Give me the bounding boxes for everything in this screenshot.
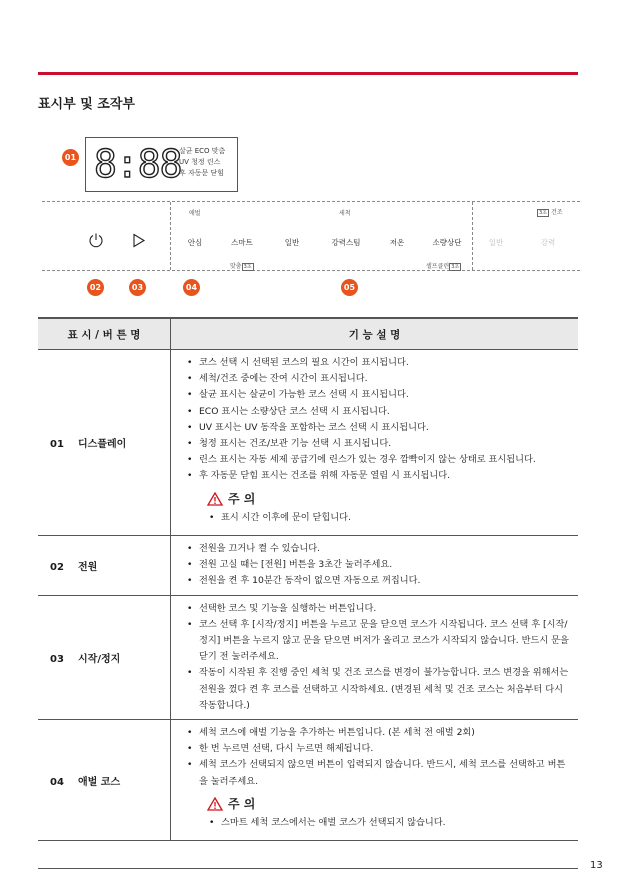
desc-line: • 코스 선택 후 [시작/정지] 버튼을 누르고 문을 닫으면 코스가 시작됩니다. 코스 선택 후 [시작/정지] 버튼을 누르지 않고 문을 닫으면 버저가 올리고 코스가 시작되지 않습니다. 반드시 문을 닫기 전 눌러주세요. (187, 617, 572, 666)
group-label-wash: 세척 (339, 210, 351, 217)
desc-line: • 세척/건조 중에는 잔여 시간이 표시됩니다. (187, 371, 572, 387)
callout-03: 03 (129, 279, 146, 296)
table-row (38, 720, 578, 841)
row-desc (171, 536, 579, 596)
panel-divider (170, 202, 171, 270)
ansim-button[interactable]: 안심 (187, 238, 203, 247)
dry-hold-tag: 3초 (539, 210, 548, 216)
desc-line: • 코스 선택 시 선택된 코스의 필요 시간이 표시됩니다. (187, 355, 572, 371)
smart-button[interactable]: 스마트 (231, 238, 253, 247)
desc-line: • 한 번 누르면 선택, 다시 누르면 해제됩니다. (187, 741, 572, 757)
callout-01: 01 (62, 149, 79, 166)
dry-normal-button[interactable]: 일반 (488, 238, 504, 247)
play-icon (132, 233, 146, 248)
desc-line: • 살균 표시는 살균이 가능한 코스 선택 시 표시됩니다. (187, 387, 572, 403)
display-panel (85, 137, 238, 192)
section-title: 표시부 및 조작부 (38, 97, 135, 112)
desc-line: • 전원을 켠 후 10분간 동작이 없으면 자동으로 꺼집니다. (187, 573, 572, 589)
table-header (38, 318, 578, 350)
power-steam-button[interactable]: 강력스팀 (331, 238, 361, 247)
caution-heading: 주 의 (207, 491, 572, 507)
table-row (38, 536, 578, 596)
header-accent-bar (38, 72, 578, 75)
row-label: 04 애벌 코스 (38, 720, 171, 841)
caution-heading: 주 의 (207, 796, 572, 812)
table-row (38, 350, 578, 536)
power-icon (88, 232, 104, 248)
header-desc: 기 능 설 명 (171, 318, 579, 350)
header-name: 표 시 / 버 튼 명 (38, 318, 171, 350)
control-panel (42, 201, 580, 271)
warning-icon (207, 492, 223, 506)
desc-line: • 후 자동문 닫힘 표시는 건조를 위해 자동문 열림 시 표시됩니다. (187, 468, 572, 484)
row-desc (171, 720, 579, 841)
desc-line: • ECO 표시는 소량상단 코스 선택 시 표시됩니다. (187, 404, 572, 420)
display-digits: 8:88 (94, 142, 182, 186)
desc-line: • UV 표시는 UV 동작을 포함하는 코스 선택 시 표시됩니다. (187, 420, 572, 436)
desc-line: • 세척 코스에 애벌 기능을 추가하는 버튼입니다. (본 세척 전 애벌 2회) (187, 725, 572, 741)
row-desc (171, 595, 579, 719)
indicator-line-1: 살균 ECO 맞춤 (179, 147, 226, 155)
group-label-dry: 3초 건조 (539, 209, 563, 216)
desc-line: • 린스 표시는 자동 세제 공급기에 린스가 있는 경우 깜빡이지 않는 상태로 표시됩니다. (187, 452, 572, 468)
function-table (38, 317, 578, 841)
warning-icon (207, 797, 223, 811)
desc-line: • 전원을 끄거나 켤 수 있습니다. (187, 541, 572, 557)
caution-line: • 스마트 세척 코스에서는 애벌 코스가 선택되지 않습니다. (209, 815, 572, 831)
start-stop-button[interactable] (132, 233, 146, 252)
page-number: 13 (590, 860, 603, 871)
group-label-extra: 애벌 (189, 210, 201, 217)
custom-hold-label: 맞춤 3초 (230, 263, 252, 270)
callout-04: 04 (183, 279, 200, 296)
selfclean-hold-label: 셀프클린 3초 (426, 263, 460, 270)
table-row (38, 595, 578, 719)
row-label: 02 전원 (38, 536, 171, 596)
normal-wash-button[interactable]: 일반 (284, 238, 300, 247)
power-button[interactable] (88, 232, 104, 252)
small-upper-button[interactable]: 소량상단 (432, 238, 462, 247)
row-desc (171, 350, 579, 536)
low-temp-button[interactable]: 저온 (389, 238, 405, 247)
dry-strong-button[interactable]: 강력 (540, 238, 556, 247)
desc-line: • 전원 고실 때는 [전원] 버튼을 3초간 눌러주세요. (187, 557, 572, 573)
callout-02: 02 (87, 279, 104, 296)
desc-line: • 청정 표시는 건조/보관 기능 선택 시 표시됩니다. (187, 436, 572, 452)
row-label: 03 시작/정지 (38, 595, 171, 719)
indicator-line-2: UV 청정 린스 (179, 158, 221, 166)
panel-divider (472, 202, 473, 270)
row-label: 01 디스플레이 (38, 350, 171, 536)
callout-05: 05 (341, 279, 358, 296)
desc-line: • 선택한 코스 및 기능을 실행하는 버튼입니다. (187, 601, 572, 617)
desc-line: • 작동이 시작된 후 진행 중인 세척 및 건조 코스를 변경이 불가능합니다. 코스 변경을 위해서는 전원을 껐다 켠 후 코스를 선택하고 시작하세요. (변경된 세척 및 건조 코스는 처음부터 다시 작동합니다.) (187, 665, 572, 714)
footer-rule (38, 868, 578, 869)
desc-line: • 세척 코스가 선택되지 않으면 버튼이 입력되지 않습니다. 반드시, 세척 코스를 선택하고 버튼을 눌러주세요. (187, 757, 572, 789)
indicator-line-3: 후 자동문 닫힘 (179, 169, 225, 177)
caution-line: • 표시 시간 이후에 문이 닫힙니다. (209, 510, 572, 526)
